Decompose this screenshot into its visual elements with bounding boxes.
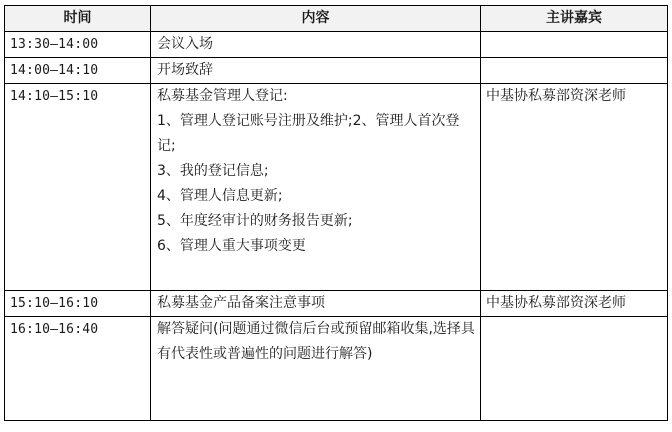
content-cell xyxy=(151,58,481,84)
speaker-cell: 中基协私募部资深老师 xyxy=(481,291,668,317)
agenda-table xyxy=(4,5,668,421)
table-row xyxy=(5,84,668,291)
content-line: 私募基金产品备案注意事项 xyxy=(157,295,325,311)
table-row xyxy=(5,317,668,421)
header-row xyxy=(5,6,668,32)
content-line: 3、我的登记信息; xyxy=(157,163,269,179)
time-cell: 13:30—14:00 xyxy=(5,32,151,58)
content-line: 5、年度经审计的财务报告更新; xyxy=(157,213,353,229)
table-row xyxy=(5,58,668,84)
header-time: 时间 xyxy=(5,6,151,32)
speaker-cell xyxy=(481,317,668,421)
content-cell xyxy=(151,84,481,291)
speaker-cell: 中基协私募部资深老师 xyxy=(481,84,668,291)
header-speaker: 主讲嘉宾 xyxy=(481,6,668,32)
content-line: 1、管理人登记账号注册及维护;2、管理人首次登记; xyxy=(157,113,460,154)
content-line: 私募基金管理人登记: xyxy=(157,88,288,104)
content-cell xyxy=(151,317,481,421)
time-cell: 16:10—16:40 xyxy=(5,317,151,421)
time-cell: 14:00—14:10 xyxy=(5,58,151,84)
content-line: 6、管理人重大事项变更 xyxy=(157,238,306,254)
table-row xyxy=(5,291,668,317)
content-cell xyxy=(151,291,481,317)
content-line: 开场致辞 xyxy=(157,62,213,78)
content-line: 4、管理人信息更新; xyxy=(157,188,283,204)
header-content: 内容 xyxy=(151,6,481,32)
table-row xyxy=(5,32,668,58)
speaker-cell xyxy=(481,58,668,84)
time-cell: 14:10—15:10 xyxy=(5,84,151,291)
speaker-cell xyxy=(481,32,668,58)
content-line: 会议入场 xyxy=(157,36,213,52)
content-cell xyxy=(151,32,481,58)
content-line: 解答疑问(问题通过微信后台或预留邮箱收集,选择具有代表性或普遍性的问题进行解答) xyxy=(157,321,475,362)
time-cell: 15:10—16:10 xyxy=(5,291,151,317)
